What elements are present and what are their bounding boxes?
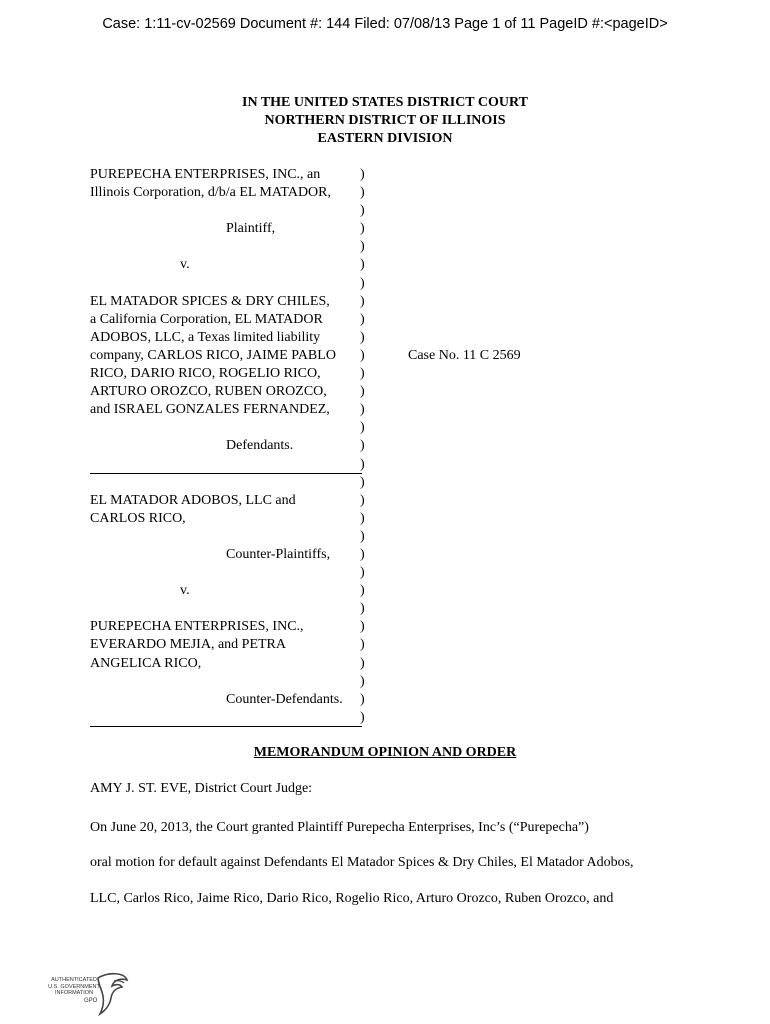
- caption-line: [90, 673, 750, 691]
- caption-paren: ): [360, 384, 365, 400]
- caption-line: [90, 546, 750, 564]
- caption-line: [90, 329, 750, 347]
- plaintiff-name-line: PUREPECHA ENTERPRISES, INC., an: [90, 167, 321, 182]
- caption-paren: ): [360, 546, 365, 562]
- seal-text-line: INFORMATION: [54, 990, 94, 996]
- counter-defendants-role: Counter-Defendants.: [226, 691, 343, 707]
- caption-line: [90, 365, 750, 383]
- caption-paren: ): [360, 637, 365, 653]
- gpo-mark: GPO: [84, 998, 98, 1004]
- caption-paren: ): [360, 565, 365, 581]
- caption-line: [90, 220, 750, 238]
- caption-line: [90, 709, 750, 727]
- defendant-name-line: ADOBOS, LLC, a Texas limited liability: [90, 329, 321, 345]
- case-number: Case No. 11 C 2569: [408, 347, 521, 363]
- caption-line: [90, 492, 750, 510]
- caption-line: [90, 202, 750, 220]
- caption-paren: ): [360, 601, 365, 617]
- caption-paren: ): [360, 293, 365, 309]
- caption-paren: ): [360, 474, 365, 490]
- seal-text-line: U.S. GOVERNMENT: [48, 983, 100, 990]
- caption-line: [90, 510, 750, 528]
- caption-rule: [90, 709, 362, 727]
- body-text-line: LLC, Carlos Rico, Jaime Rico, Dario Rico, Rogelio Rico, Arturo Orozco, Ruben Orozco, and: [90, 891, 614, 906]
- caption-line: [90, 347, 750, 365]
- counter-plaintiffs-role: Counter-Plaintiffs,: [226, 546, 331, 562]
- memo-title: MEMORANDUM OPINION AND ORDER: [253, 745, 517, 760]
- caption-paren: ): [360, 167, 365, 182]
- court-district: NORTHERN DISTRICT OF ILLINOIS: [264, 113, 506, 128]
- defendant-name-line: ARTURO OROZCO, RUBEN OROZCO,: [90, 384, 327, 400]
- caption-line: [90, 184, 750, 202]
- versus: v.: [180, 257, 190, 273]
- defendants-role: Defendants.: [226, 438, 294, 454]
- caption-line: [90, 238, 750, 256]
- counter-plaintiff-name-line: EL MATADOR ADOBOS, LLC and: [90, 492, 296, 508]
- case-header: Case: 1:11-cv-02569 Document #: 144 Filed: 07/08/13 Page 1 of 11 PageID #:<pageID>: [102, 16, 668, 32]
- caption-paren: ): [360, 655, 365, 671]
- caption-line: [90, 401, 750, 419]
- case-caption: [90, 166, 750, 727]
- caption-rule: [90, 456, 362, 474]
- caption-line: [90, 456, 750, 474]
- defendant-name-line: and ISRAEL GONZALES FERNANDEZ,: [90, 402, 330, 418]
- caption-line: [90, 166, 750, 184]
- caption-line: [90, 256, 750, 274]
- caption-paren: ): [360, 221, 365, 237]
- counter-defendant-name-line: EVERARDO MEJIA, and PETRA: [90, 637, 286, 653]
- caption-line: [90, 691, 750, 709]
- caption-line: [90, 582, 750, 600]
- caption-line: [90, 275, 750, 293]
- caption-paren: ): [360, 709, 365, 725]
- counter-defendant-name-line: ANGELICA RICO,: [90, 655, 202, 671]
- caption-line: [90, 383, 750, 401]
- caption-paren: ): [360, 420, 365, 436]
- caption-line: [90, 311, 750, 329]
- caption-line: [90, 419, 750, 437]
- caption-paren: ): [360, 583, 365, 599]
- caption-line: [90, 528, 750, 546]
- body-text-line: oral motion for default against Defendants El Matador Spices & Dry Chiles, El Matador Adobos,: [90, 855, 634, 870]
- gpo-authentication-seal: [42, 972, 134, 1018]
- caption-paren: ): [360, 619, 365, 635]
- caption-line: [90, 564, 750, 582]
- caption-paren: ): [360, 311, 365, 327]
- court-name: IN THE UNITED STATES DISTRICT COURT: [242, 95, 528, 110]
- eagle-icon: [94, 972, 130, 1016]
- caption-paren: ): [360, 366, 365, 382]
- defendant-name-line: a California Corporation, EL MATADOR: [90, 311, 323, 327]
- caption-paren: ): [360, 185, 365, 201]
- versus: v.: [180, 583, 190, 599]
- counter-defendant-name-line: PUREPECHA ENTERPRISES, INC.,: [90, 619, 304, 635]
- plaintiff-name-line: Illinois Corporation, d/b/a EL MATADOR,: [90, 185, 332, 201]
- caption-paren: ): [360, 492, 365, 508]
- caption-paren: ): [360, 528, 365, 544]
- caption-paren: ): [360, 510, 365, 526]
- caption-paren: ): [360, 347, 365, 363]
- caption-line: [90, 655, 750, 673]
- defendant-name-line: EL MATADOR SPICES & DRY CHILES,: [90, 293, 330, 309]
- caption-paren: ): [360, 203, 365, 219]
- court-division: EASTERN DIVISION: [317, 131, 453, 146]
- caption-paren: ): [360, 691, 365, 707]
- caption-line: [90, 474, 750, 492]
- body-text-line: On June 20, 2013, the Court granted Plaintiff Purepecha Enterprises, Inc’s (“Purepecha”): [90, 820, 589, 835]
- caption-paren: ): [360, 456, 365, 472]
- caption-line: [90, 293, 750, 311]
- caption-line: [90, 636, 750, 654]
- caption-paren: ): [360, 275, 365, 291]
- court-heading: [0, 94, 770, 148]
- caption-paren: ): [360, 402, 365, 418]
- caption-paren: ): [360, 438, 365, 454]
- caption-paren: ): [360, 329, 365, 345]
- caption-line: [90, 437, 750, 455]
- caption-line: [90, 618, 750, 636]
- defendant-name-line: company, CARLOS RICO, JAIME PABLO: [90, 347, 336, 363]
- seal-text-line: AUTHENTICATED: [51, 977, 97, 983]
- caption-paren: ): [360, 673, 365, 689]
- caption-paren: ): [360, 257, 365, 273]
- judge-line: AMY J. ST. EVE, District Court Judge:: [90, 781, 313, 796]
- counter-plaintiff-name-line: CARLOS RICO,: [90, 510, 186, 526]
- plaintiff-role: Plaintiff,: [226, 221, 276, 237]
- caption-line: [90, 600, 750, 618]
- caption-paren: ): [360, 239, 365, 255]
- defendant-name-line: RICO, DARIO RICO, ROGELIO RICO,: [90, 366, 321, 382]
